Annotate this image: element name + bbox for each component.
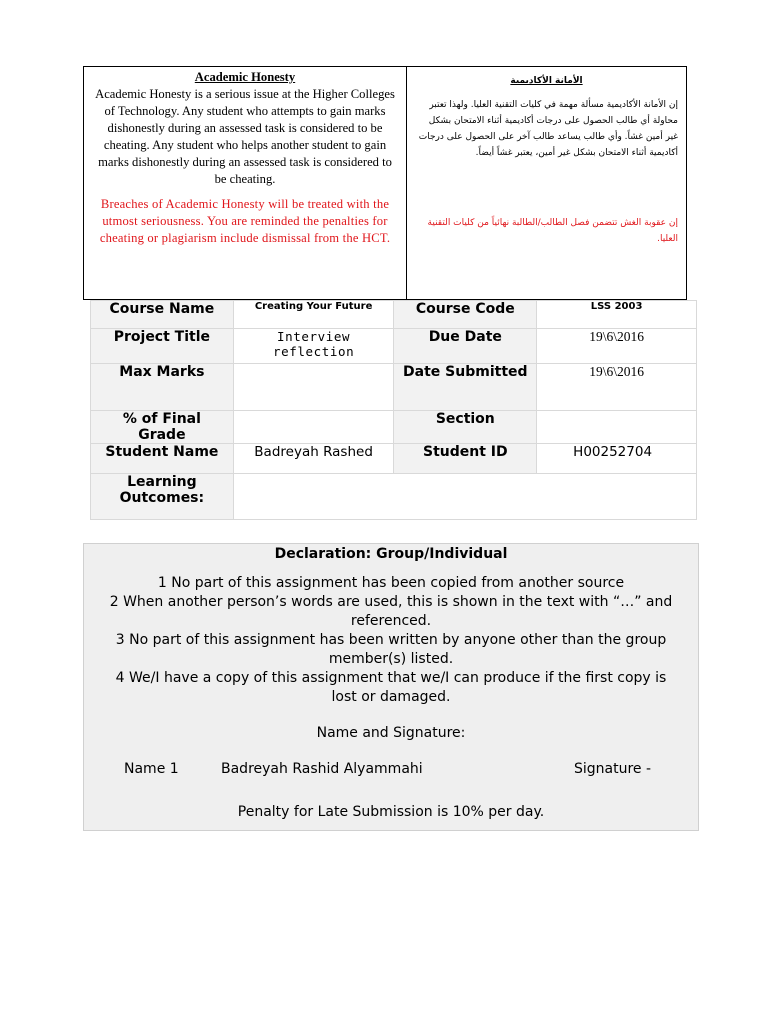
student-id-value: H00252704 [537, 444, 697, 474]
declaration-item: 4 We/I have a copy of this assignment that we/I can produce if the first copy is lost or damaged. [115, 670, 667, 705]
declaration-item: 1 No part of this assignment has been copied from another source [157, 575, 625, 591]
learning-outcomes-label: Learning Outcomes: [91, 474, 234, 520]
date-submitted-label: Date Submitted [394, 364, 537, 411]
academic-honesty-warning: Breaches of Academic Honesty will be treated with the utmost seriousness. You are reminded the penalties for cheating or plagiarism include dismissal from the HCT. [99, 197, 391, 245]
name-signature-label: Name and Signature: [316, 725, 466, 741]
declaration-item: 3 No part of this assignment has been written by anyone other than the group member(s) listed. [115, 632, 667, 667]
name1-label: Name 1 [124, 761, 179, 777]
student-id-label: Student ID [394, 444, 537, 474]
academic-honesty-box [83, 66, 687, 300]
max-marks-label: Max Marks [91, 364, 234, 411]
declaration-list [104, 574, 678, 707]
declaration-title: Declaration: Group/Individual [274, 546, 508, 562]
name1-value: Badreyah Rashid Alyammahi [221, 761, 423, 777]
academic-honesty-title-arabic: الأمانة الأكاديمية [510, 76, 583, 86]
signature-label: Signature - [574, 761, 652, 777]
late-penalty-note: Penalty for Late Submission is 10% per day. [237, 804, 545, 820]
project-title-label: Project Title [91, 329, 234, 364]
date-submitted-value: 19\6\2016 [537, 364, 697, 411]
declaration-item: 2 When another person’s words are used, this is shown in the text with “…” and referenced. [109, 594, 673, 629]
course-code-label: Course Code [394, 301, 537, 329]
final-grade-label: % of Final Grade [91, 411, 234, 444]
name-row [84, 760, 698, 780]
academic-honesty-body-arabic: إن الأمانة الأكاديمية مسألة مهمة في كليات التقنية العليا. ولهذا تعتبر محاولة أي طالب الحصول على درجات أكاديمية أثناء الامتحان بشكل غير أمين غشاً. وأي طالب يساعد طالب آخر على الحصول على درجات أكاديمية أثناء الامتحان بشكل غير أمين، يعتبر غشاً أيضاً. [418, 100, 678, 158]
max-marks-value [233, 364, 394, 411]
course-name-value: Creating Your Future [233, 301, 394, 329]
section-value [537, 411, 697, 444]
academic-honesty-body: Academic Honesty is a serious issue at the Higher Colleges of Technology. Any student who attempts to gain marks dishonestly during an assessed task is considered to be cheating. Any student who helps another student to gain marks dishonestly during an assessed task is considered to be cheating. [95, 87, 395, 186]
due-date-label: Due Date [394, 329, 537, 364]
academic-honesty-title: Academic Honesty [194, 70, 296, 84]
section-label: Section [394, 411, 537, 444]
declaration-box [83, 543, 699, 831]
academic-honesty-arabic [407, 67, 686, 299]
course-name-label: Course Name [91, 301, 234, 329]
academic-honesty-english [84, 67, 407, 299]
academic-honesty-warning-arabic: إن عقوبة الغش تتضمن فصل الطالب/الطالبة نهائياً من كليات التقنية العليا. [427, 218, 678, 244]
student-name-label: Student Name [91, 444, 234, 474]
due-date-value: 19\6\2016 [537, 329, 697, 364]
course-code-value: LSS 2003 [537, 301, 697, 329]
project-title-value: Interview reflection [233, 329, 394, 364]
final-grade-value [233, 411, 394, 444]
learning-outcomes-value [233, 474, 696, 520]
student-name-value: Badreyah Rashed [233, 444, 394, 474]
assignment-info-table [90, 300, 697, 520]
